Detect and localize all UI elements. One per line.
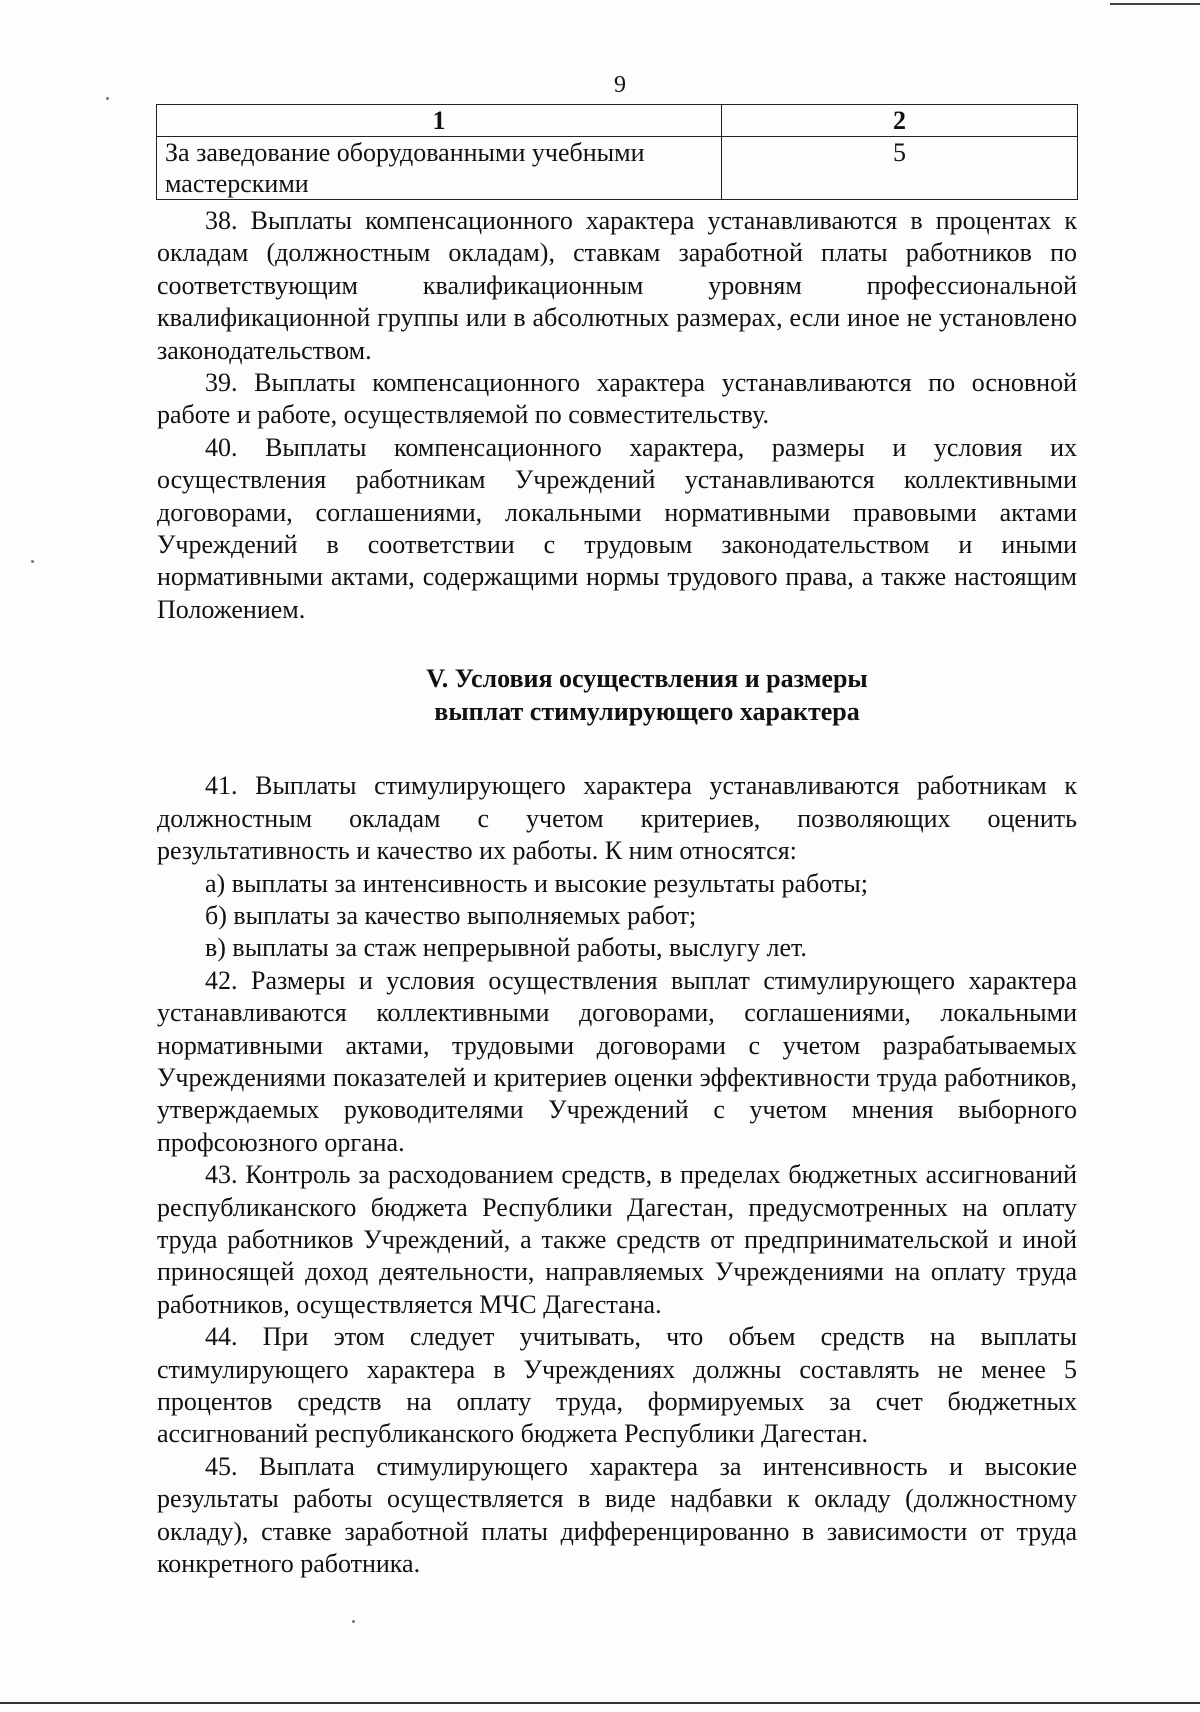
section-title-line-2: выплат стимулирующего характера <box>434 697 860 727</box>
section-title <box>157 662 1077 728</box>
section-title-line-1: V. Условия осуществления и размеры <box>426 664 868 694</box>
paragraph-38: 38. Выплаты компенсационного характера устанавливаются в процентах к окладам (должностным окладам), ставкам заработной платы работников по соответствующим квалификационным уровням профессиональной квалификационной группы или в абсолютных размерах, если иное не установлено законодательством. <box>157 206 1077 365</box>
allowance-table <box>156 104 1078 200</box>
page-number: 9 <box>614 72 626 98</box>
paragraph-43: 43. Контроль за расходованием средств, в пределах бюджетных ассигнований республиканского бюджета Республики Дагестан, предусмотренных на оплату труда работников Учреждений, а также средств от предпринимательской и иной приносящей доход деятельности, направляемых Учреждениями на оплату труда работников, осуществляется МЧС Дагестана. <box>157 1160 1077 1319</box>
scan-speck <box>352 1620 355 1623</box>
list-item: а) выплаты за интенсивность и высокие результаты работы; <box>205 868 868 898</box>
list-item: б) выплаты за качество выполняемых работ; <box>205 900 697 930</box>
table-header-row <box>157 105 1078 137</box>
table-row <box>157 137 1078 200</box>
paragraph-45: 45. Выплата стимулирующего характера за интенсивность и высокие результаты работы осуществляется в виде надбавки к окладу (должностному окладу), ставке заработной платы дифференцированно в зависимости от труда конкретного работника. <box>157 1451 1077 1579</box>
paragraph-40: 40. Выплаты компенсационного характера, размеры и условия их осуществления работникам Учреждений устанавливаются коллективными договорами, соглашениями, локальными нормативными правовыми актами Учреждений в соответствии с трудовым законодательством и иными нормативными актами, содержащими нормы трудового права, а также настоящим Положением. <box>157 432 1077 624</box>
paragraph-42: 42. Размеры и условия осуществления выплат стимулирующего характера устанавливаются коллективными договорами, соглашениями, локальными нормативными актами, трудовыми договорами с учетом разрабатываемых Учреждениями показателей и критериев оценки эффективности труда работников, утверждаемых руководителями Учреждений с учетом мнения выборного профсоюзного органа. <box>157 965 1077 1157</box>
scan-edge-bottom <box>0 1702 1200 1704</box>
table-header-cell: 2 <box>722 105 1078 137</box>
paragraph-39: 39. Выплаты компенсационного характера устанавливаются по основной работе и работе, осуществляемой по совместительству. <box>157 368 1077 430</box>
spacer <box>157 626 1077 662</box>
scan-edge-top <box>1110 3 1200 5</box>
scan-speck <box>31 560 34 563</box>
table-header-cell: 1 <box>157 105 722 137</box>
spacer <box>157 728 1077 770</box>
list-item: в) выплаты за стаж непрерывной работы, выслугу лет. <box>205 933 807 963</box>
table-cell-text: За заведование оборудованными учебными мастерскими <box>157 137 722 200</box>
paragraph-41: 41. Выплаты стимулирующего характера устанавливаются работникам к должностным окладам с учетом критериев, позволяющих оценить результативность и качество их работы. К ним относятся: <box>157 771 1077 866</box>
paragraph-44: 44. При этом следует учитывать, что объем средств на выплаты стимулирующего характера в Учреждениях должны составлять не менее 5 процентов средств на оплату труда, формируемых за счет бюджетных ассигнований республиканского бюджета Республики Дагестан. <box>157 1322 1077 1449</box>
table-cell-value: 5 <box>722 137 1078 200</box>
document-body <box>157 205 1077 1580</box>
scan-speck <box>106 97 109 100</box>
